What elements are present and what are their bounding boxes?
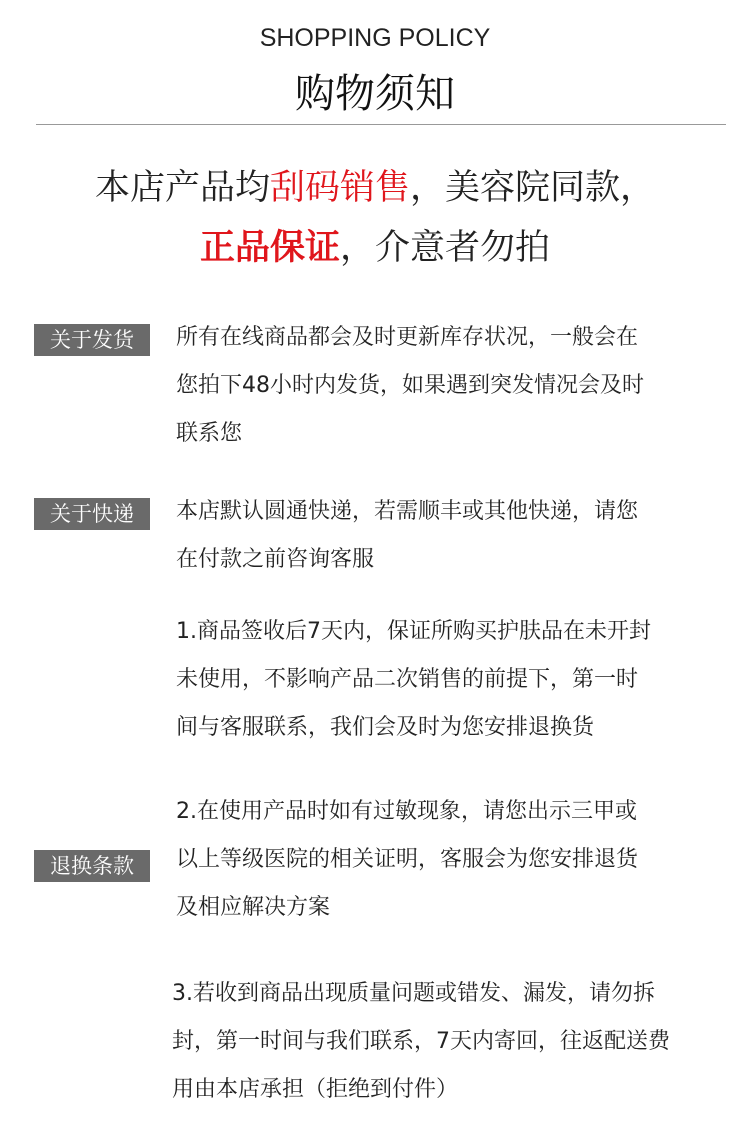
- tag-shipping: 关于发货: [34, 324, 150, 356]
- slogan-line-1-prefix: 本店产品均: [94, 168, 270, 208]
- tag-returns: 退换条款: [34, 850, 150, 882]
- header-title-cn: 购物须知: [295, 71, 455, 117]
- tag-express: 关于快递: [34, 498, 150, 530]
- slogan-line-1-suffix: ，美容院同款，: [410, 168, 656, 208]
- slogan-line-2: [0, 220, 750, 270]
- returns-item-3-line: 3.若收到商品出现质量问题或错发、漏发，请勿拆: [172, 981, 655, 1006]
- slogan-highlight-authentic: 正品保证: [199, 228, 340, 268]
- slogan-highlight-scratch-code: 刮码销售: [269, 168, 410, 208]
- express-paragraph: [176, 488, 716, 584]
- returns-item-1-line: 未使用，不影响产品二次销售的前提下，第一时: [176, 667, 639, 692]
- slogan-line-1: [0, 160, 750, 210]
- returns-item-3-line: 封，第一时间与我们联系，7天内寄回，往返配送费: [172, 1029, 670, 1054]
- returns-item-2-line: 及相应解决方案: [176, 895, 331, 920]
- express-line: 在付款之前咨询客服: [176, 547, 375, 572]
- returns-item-1: [176, 608, 716, 752]
- returns-item-3-line: 用由本店承担（拒绝到付件）: [172, 1077, 459, 1102]
- shipping-line: 所有在线商品都会及时更新库存状况，一般会在: [176, 325, 639, 350]
- returns-item-1-line: 1.商品签收后7天内，保证所购买护肤品在未开封: [176, 619, 651, 644]
- returns-item-1-line: 间与客服联系，我们会及时为您安排退换货: [176, 715, 595, 740]
- header-divider: [36, 124, 726, 125]
- express-line: 本店默认圆通快递，若需顺丰或其他快递，请您: [176, 499, 639, 524]
- returns-item-2-line: 2.在使用产品时如有过敏现象，请您出示三甲或: [176, 799, 637, 824]
- header-title-en: SHOPPING POLICY: [259, 24, 491, 52]
- shipping-paragraph: [176, 314, 716, 458]
- returns-item-2: [176, 788, 716, 932]
- shipping-line: 您拍下48小时内发货，如果遇到突发情况会及时: [176, 373, 644, 398]
- returns-item-2-line: 以上等级医院的相关证明，客服会为您安排退货: [176, 847, 639, 872]
- shipping-line: 联系您: [176, 421, 243, 446]
- slogan-line-2-suffix: ，介意者勿拍: [340, 228, 551, 268]
- returns-item-3: [172, 970, 732, 1114]
